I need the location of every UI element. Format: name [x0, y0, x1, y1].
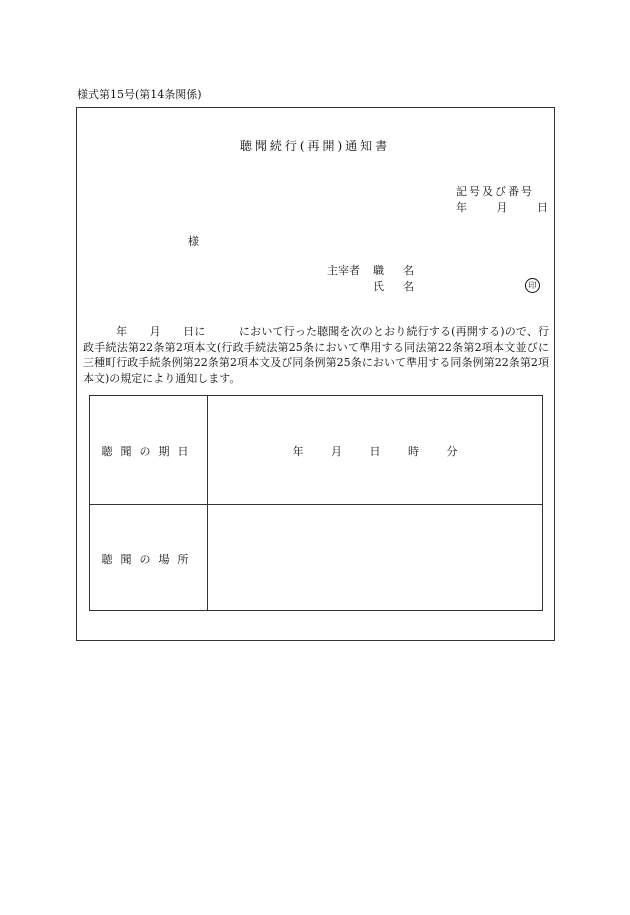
form-number: 様式第15号(第14条関係) [77, 88, 202, 101]
issue-date [456, 200, 548, 216]
reference-number-label: 記号及び番号 [456, 185, 534, 198]
reference-block [456, 184, 548, 216]
addressee-suffix: 様 [188, 235, 199, 248]
sender-block [327, 263, 418, 295]
day-label: 日 [537, 201, 548, 214]
notice-body [83, 324, 549, 386]
position-label: 職 名 [373, 264, 418, 277]
hearing-place-label: 聴聞の場所 [101, 553, 197, 566]
hearing-date-value: 年 月 日 時 分 [292, 445, 458, 458]
hearing-date-label: 聴聞の期日 [101, 445, 197, 458]
seal-mark: 印 [525, 278, 540, 293]
notice-body-text: 年 月 日に において行った聴聞を次のとおり続行する(再開する)ので、行政手続法第22条第2項本文(行政手続法第25条において準用する同法第22条第2項本文並びに三種町行政手続条例第22条第2項本文及び同条例第25条において準用する同条例第22条第2項本文)の規定により通知します。 [83, 325, 549, 385]
presiding-officer-label: 主宰者 [327, 264, 360, 277]
month-label: 月 [496, 201, 508, 214]
hearing-details-table [89, 395, 543, 611]
document-title: 聴聞続行(再開)通知書 [239, 139, 391, 153]
name-label: 氏 名 [373, 280, 418, 293]
year-label: 年 [456, 201, 467, 214]
